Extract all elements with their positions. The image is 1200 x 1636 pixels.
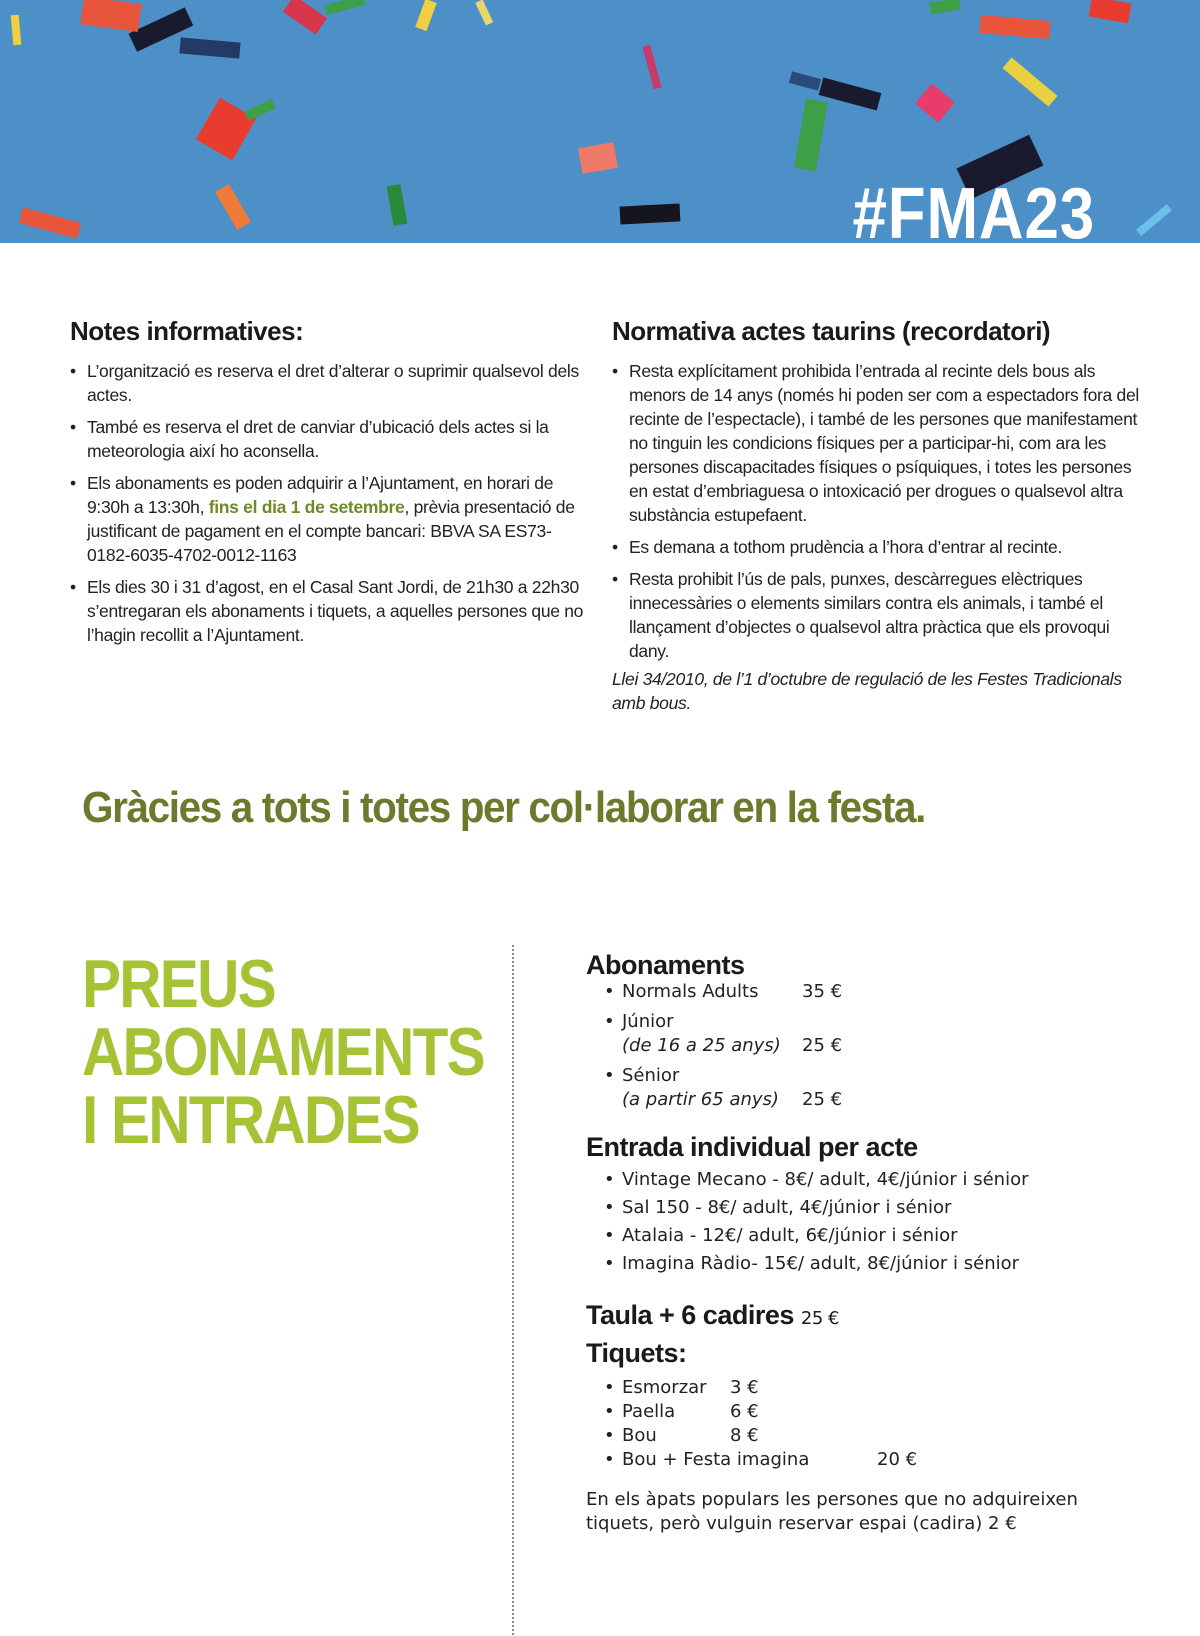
item-label: • Normals Adults [622,981,759,1002]
abonaments-title: Abonaments [586,950,745,980]
list-item: • Atalaia - 12€/ adult, 6€/júnior i sénior [604,1222,1146,1250]
item-label: • Bou + Festa imagina [622,1449,810,1470]
deadline-highlight: fins el dia 1 de setembre [208,497,405,517]
list-item: • També es reserva el dret de canviar d’ubicació dels actes si la meteorologia així ho aconsella. [70,415,590,463]
item-label: • Paella [622,1401,676,1422]
heading-line: ABONAMENTS [82,1014,484,1090]
item-price: 20 € [877,1449,918,1470]
item-price: 25 € [802,1089,843,1110]
item-label: • Bou [622,1425,657,1446]
item-sub: (a partir 65 anys) [622,1089,779,1110]
item-price: 35 € [802,981,843,1002]
list-item: • Imagina Ràdio- 15€/ adult, 8€/júnior i sénior [604,1250,1146,1278]
item-price: 6 € [730,1401,759,1422]
list-item: • Vintage Mecano - 8€/ adult, 4€/júnior i sénior [604,1166,1146,1194]
prices-heading [82,946,484,1158]
notes-title: Notes informatives: [70,316,304,346]
list-item [70,471,590,567]
taula-heading [586,1300,1146,1334]
text-span: , prèvia presentació de justificant de pagament en el compte bancari: BBVA SA ES73-0182-6035-4702-0012-1163 [87,497,575,565]
list-item [604,1064,1146,1112]
notes-section [70,316,590,655]
item-price: 3 € [730,1377,759,1398]
normativa-list [612,359,1142,663]
list-item: • Sal 150 - 8€/ adult, 4€/júnior i sénior [604,1194,1146,1222]
normativa-section [612,316,1142,715]
list-item [604,1400,1146,1424]
heading-line: I ENTRADES [82,1082,419,1158]
normativa-title: Normativa actes taurins (recordatori) [612,316,1051,346]
heading-line: PREUS [82,946,275,1022]
header-banner [0,0,1200,243]
list-item [604,980,1146,1004]
law-reference: Llei 34/2010, de l’1 d’octubre de regulació de les Festes Tradicionals amb bous. [612,669,1122,713]
list-item [604,1010,1146,1058]
dotted-divider [512,945,514,1635]
price-list [586,950,1146,1536]
list-item: • Es demana a tothom prudència a l’hora d’entrar al recinte. [612,535,1142,559]
footnote: En els àpats populars les persones que no adquireixen tiquets, però vulguin reservar espai (cadira) 2 € [586,1489,1078,1534]
item-label: • Esmorzar [622,1377,707,1398]
list-item [604,1376,1146,1400]
item-label: • Sénior [622,1065,680,1086]
list-item [604,1424,1146,1448]
tiquets-list [604,1376,1146,1472]
list-item [604,1448,1146,1472]
entrada-title: Entrada individual per acte [586,1132,918,1162]
abonaments-list [604,980,1146,1112]
list-item: • Els dies 30 i 31 d’agost, en el Casal Sant Jordi, de 21h30 a 22h30 s’entregaran els abonaments i tiquets, a aquelles persones que no l’hagin recollit a l’Ajuntament. [70,575,590,647]
item-sub: (de 16 a 25 anys) [622,1035,781,1056]
taula-price: 25 € [800,1308,839,1329]
notes-list [70,359,590,647]
item-price: 25 € [802,1035,843,1056]
hashtag-title: #FMA23 [852,174,1095,243]
taula-title: Taula + 6 cadires [586,1300,794,1330]
item-label: • Júnior [622,1011,674,1032]
item-price: 8 € [730,1425,759,1446]
list-item: • L’organització es reserva el dret d’alterar o suprimir qualsevol dels actes. [70,359,590,407]
list-item: • Resta explícitament prohibida l’entrada al recinte dels bous als menors de 14 anys (només hi poden ser com a espectadors fora del recinte de l’espectacle), i també de les persones que manifestament no tinguin les condicions físiques per a participar-hi, com ara les persones discapacitades físiques o psíquiques, i totes les persones en estat d’embriaguesa o intoxicació per drogues o qualsevol altra substància estupefaent. [612,359,1142,527]
text-span: Els abonaments es poden adquirir a l’Ajuntament, en horari de 9:30h a 13:30h, [87,473,554,517]
entrada-list [604,1166,1146,1278]
thanks-message: Gràcies a tots i totes per col·laborar en la festa. [82,783,925,832]
list-item: • Resta prohibit l’ús de pals, punxes, descàrregues elèctriques innecessàries o elements similars contra els animals, i també el llançament d’objectes o qualsevol altra pràctica que els provoqui dany. [612,567,1142,663]
tiquets-title: Tiquets: [586,1338,687,1368]
